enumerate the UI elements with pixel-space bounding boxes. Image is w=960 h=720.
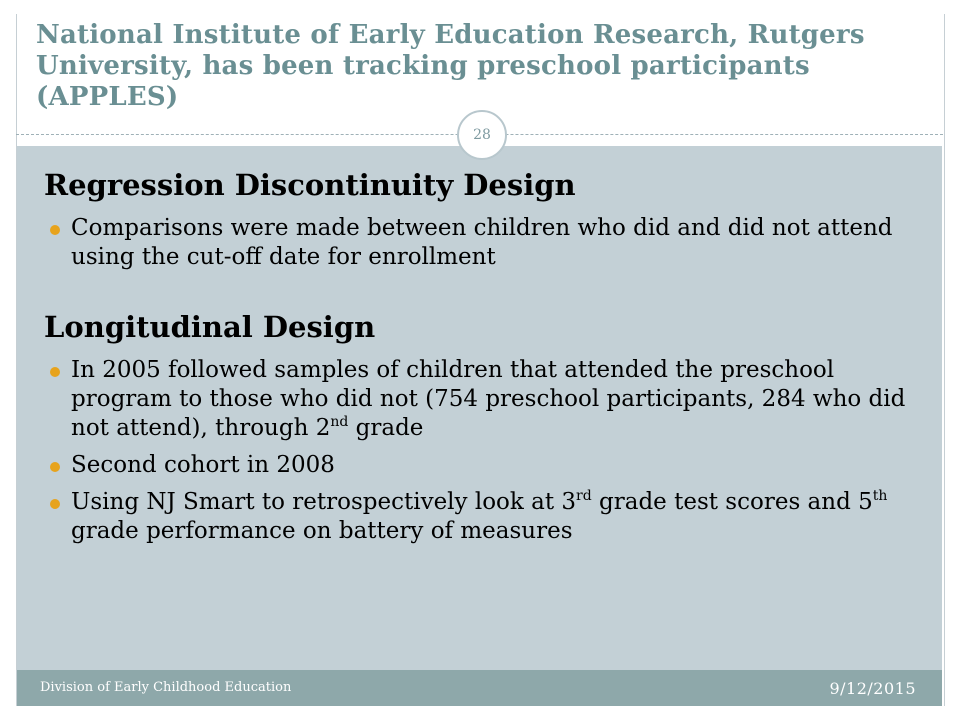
footer-date: 9/12/2015	[829, 679, 916, 698]
bullet-dot-icon	[50, 499, 60, 509]
bullet-list-longitudinal	[48, 356, 908, 554]
footer-organization: Division of Early Childhood Education	[40, 680, 292, 695]
superscript: nd	[330, 414, 349, 430]
section-heading-regression: Regression Discontinuity Design	[44, 168, 576, 202]
bullet-text: Using NJ Smart to retrospectively look at 3	[71, 489, 577, 515]
superscript: th	[872, 488, 888, 504]
bullet-text: grade test scores and 5	[591, 489, 873, 515]
bullet-text: grade	[348, 415, 424, 441]
bullet-dot-icon	[50, 225, 60, 235]
bullet-text: Second cohort in 2008	[71, 452, 335, 478]
section-heading-longitudinal: Longitudinal Design	[44, 310, 376, 344]
bullet-text: grade performance on battery of measures	[71, 518, 573, 544]
bullet-dot-icon	[50, 462, 60, 472]
bullet-text: Comparisons were made between children who did and did not attend using the cut-off date for enrollment	[71, 215, 893, 270]
list-item	[48, 356, 908, 443]
list-item	[48, 451, 908, 480]
slide-number: 28	[473, 127, 491, 143]
slide-number-badge	[457, 110, 507, 160]
bullet-text: In 2005 followed samples of children that attended the preschool program to those who did not (754 preschool participants, 284 who did not attend), through 2	[71, 357, 906, 441]
list-item	[48, 214, 908, 272]
slide-title: National Institute of Early Education Research, Rutgers University, has been tracking preschool participants (APPLES)	[36, 20, 865, 112]
superscript: rd	[576, 488, 592, 504]
list-item	[48, 488, 908, 546]
bullet-list-regression	[48, 214, 908, 280]
bullet-dot-icon	[50, 367, 60, 377]
